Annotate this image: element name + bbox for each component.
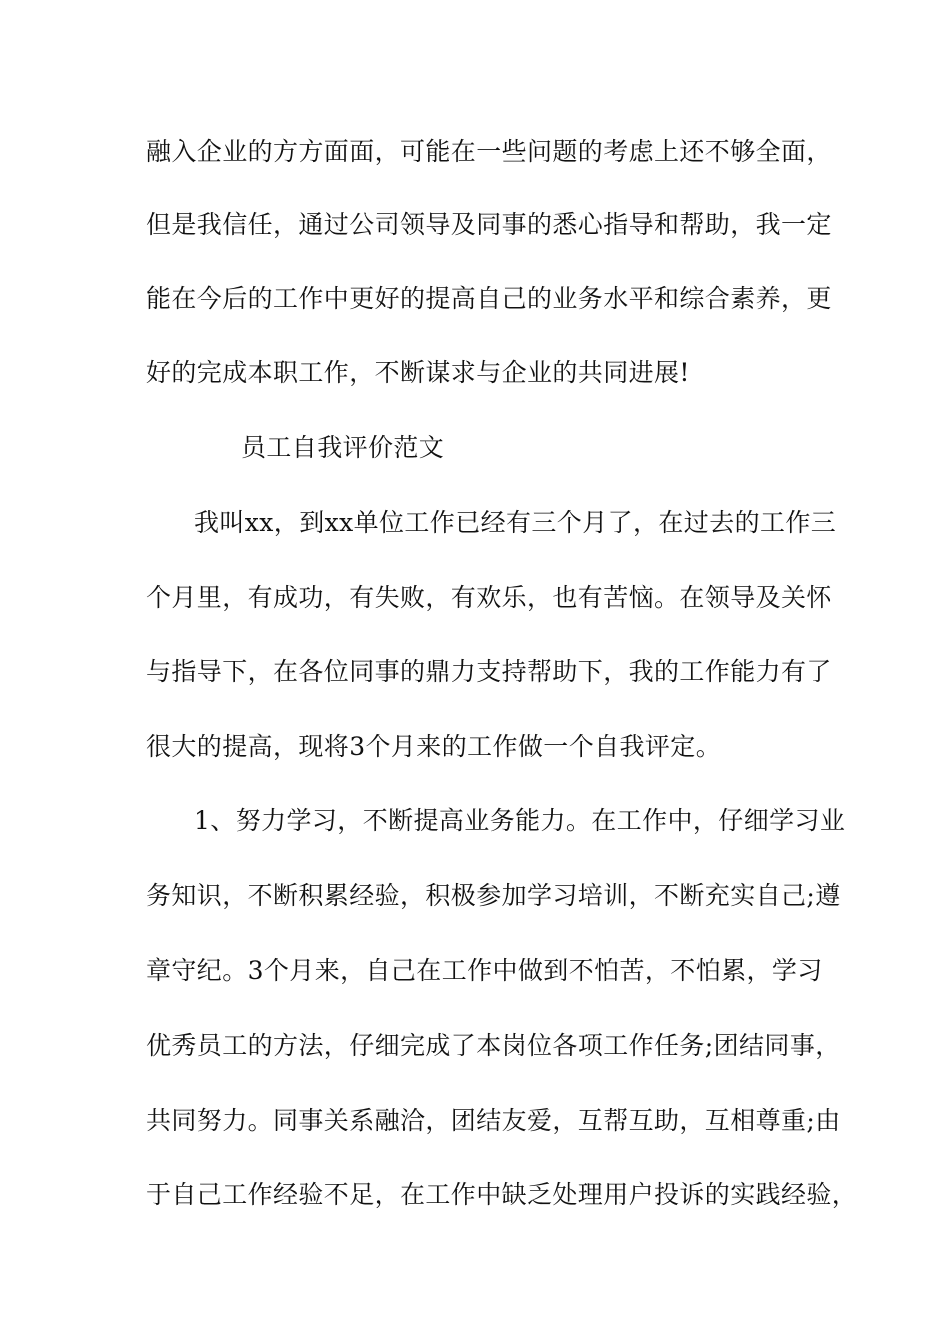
paragraph-line-9: 1、努力学习，不断提高业务能力。在工作中，仔细学习业	[194, 806, 846, 835]
section-title: 员工自我评价范文	[241, 433, 445, 462]
paragraph-line-4: 好的完成本职工作，不断谋求与企业的共同进展!	[146, 358, 690, 387]
paragraph-line-2: 但是我信任，通过公司领导及同事的悉心指导和帮助，我一定	[146, 210, 832, 239]
paragraph-line-12: 优秀员工的方法，仔细完成了本岗位各项工作任务;团结同事，	[146, 1031, 841, 1060]
paragraph-line-14: 于自己工作经验不足，在工作中缺乏处理用户投诉的实践经验，	[146, 1180, 858, 1209]
paragraph-line-13: 共同努力。同事关系融洽，团结友爱，互帮互助，互相尊重;由	[146, 1106, 841, 1135]
paragraph-line-3: 能在今后的工作中更好的提高自己的业务水平和综合素养，更	[146, 284, 832, 313]
paragraph-line-1: 融入企业的方方面面，可能在一些问题的考虑上还不够全面，	[146, 137, 832, 166]
paragraph-line-11: 章守纪。3个月来，自己在工作中做到不怕苦，不怕累，学习	[146, 956, 823, 985]
paragraph-line-7: 与指导下，在各位同事的鼎力支持帮助下，我的工作能力有了	[146, 657, 832, 686]
paragraph-line-8: 很大的提高，现将3个月来的工作做一个自我评定。	[146, 732, 722, 761]
paragraph-line-6: 个月里，有成功，有失败，有欢乐，也有苦恼。在领导及关怀	[146, 583, 832, 612]
paragraph-line-10: 务知识，不断积累经验，积极参加学习培训，不断充实自己;遵	[146, 881, 841, 910]
paragraph-line-5: 我叫xx，到xx单位工作已经有三个月了，在过去的工作三	[194, 508, 837, 537]
